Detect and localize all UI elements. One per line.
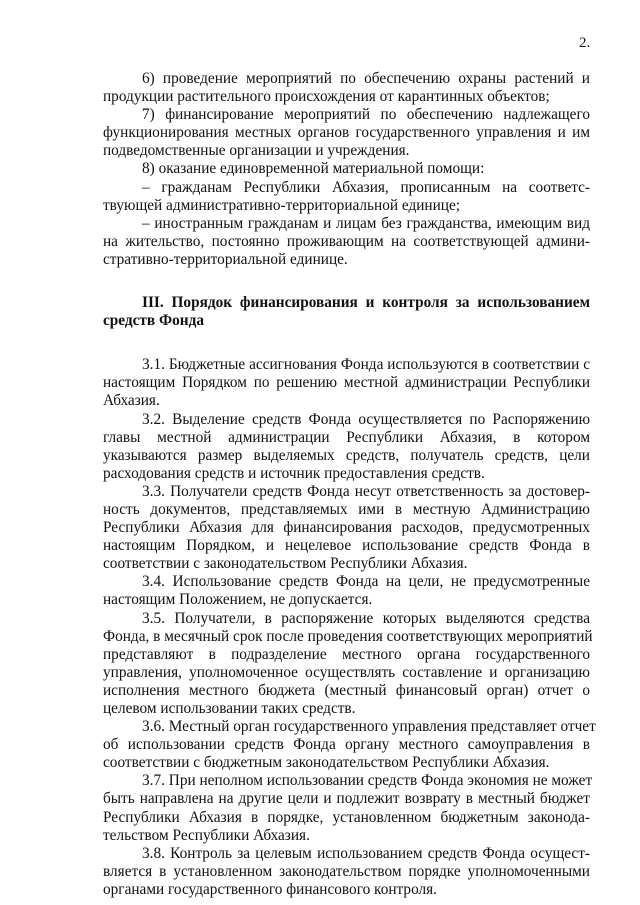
paragraph [103,718,596,772]
text-line: указываются размер выделяемых средств, получатель средств, цели [103,446,590,464]
text-line: главы местной администрации Республики Абхазия, в котором [103,428,590,446]
text-line: Фонда, в месячный срок после проведения соответствующих мероприятий [103,627,593,645]
list-item [103,179,590,215]
text-line: управления, уполномоченное осуществлять составление и организацию [103,663,590,681]
paragraph [103,483,590,573]
text-line: – иностранным гражданам и лицам без гражданства, имеющим вид [142,214,590,232]
text-line: 3.2. Выделение средств Фонда осуществляется по Распоряжению [142,410,590,428]
text-line: вляется в установленном законодательством порядке уполномоченными [103,862,590,880]
paragraph [103,356,590,410]
text-line: Абхазия. [103,392,160,410]
text-line: Республики Абхазия для финансирования расходов, предусмотренных [103,519,590,537]
text-line: средств Фонда [103,312,204,330]
page-number: 2. [579,35,591,51]
text-line: ность документов, представляемых ими в местную Администрацию [103,500,590,518]
text-line: функционирования местных органов государственного управления и им [103,124,590,142]
text-line: 3.1. Бюджетные ассигнования Фонда используются в соответствии с [142,356,590,374]
text-line: настоящим Порядком, и нецелевое использование средств Фонда в [103,537,590,555]
paragraph [103,772,593,844]
text-line: соответствии с бюджетным законодательством Республики Абхазия. [103,754,550,772]
list-item [103,70,590,106]
text-line: Республики Абхазия в порядке, установленном бюджетным законода- [103,808,590,826]
text-line: продукции растительного происхождения от карантинных объектов; [103,88,550,106]
text-line: расходования средств и источник предоставления средств. [103,464,485,482]
text-line: на жительство, постоянно проживающим на соответствующей админи- [103,232,590,250]
paragraph [103,845,590,899]
document-body [103,70,596,899]
text-line: III. Порядок финансирования и контроля за использованием [142,294,590,312]
text-line: 7) финансирование мероприятий по обеспечению надлежащего [142,106,590,124]
text-line: подведомственные организации и учреждения. [103,142,410,160]
text-line: стративно-территориальной единице. [103,250,348,268]
text-line: 3.4. Использование средств Фонда на цели, не предусмотренные [142,573,590,591]
list-item [103,160,590,178]
section-heading [103,294,590,330]
text-line: 8) оказание единовременной материальной помощи: [142,160,485,178]
text-line: об использовании средств Фонда органу местного самоуправления в [103,736,590,754]
text-line: 3.7. При неполном использовании средств Фонда экономия не может [142,772,593,790]
text-line: – гражданам Республики Абхазия, прописанным на соответс- [142,178,590,196]
text-line: 3.3. Получатели средств Фонда несут ответственность за достовер- [142,482,590,500]
text-line: целевом использовании таких средств. [103,700,356,717]
text-line: 3.8. Контроль за целевым использованием средств Фонда осущест- [142,844,590,862]
text-line: соответствии с законодательством Республики Абхазия. [103,555,468,573]
list-item [103,215,590,269]
text-line: 6) проведение мероприятий по обеспечению охраны растений и [142,70,590,87]
text-line: органами государственного финансового контроля. [103,880,438,898]
list-item [103,106,590,160]
text-line: быть направлена на другие цели и подлежит возврату в местный бюджет [103,790,590,808]
text-line: 3.5. Получатели, в распоряжение которых выделяются средства [142,609,590,627]
text-line: настоящим Порядком по решению местной администрации Республики [103,374,590,392]
paragraph [103,609,593,719]
text-line: настоящим Положением, не допускается. [103,591,373,609]
paragraph [103,573,590,609]
paragraph [103,411,590,483]
text-line: твующей административно-территориальной единице; [103,196,461,214]
text-line: исполнения местного бюджета (местный финансовый орган) отчет о [103,681,590,699]
text-line: представляют в подразделение местного органа государственного [103,645,590,663]
text-line: тельством Республики Абхазия. [103,826,310,844]
text-line: 3.6. Местный орган государственного управления представляет отчет [142,718,596,736]
